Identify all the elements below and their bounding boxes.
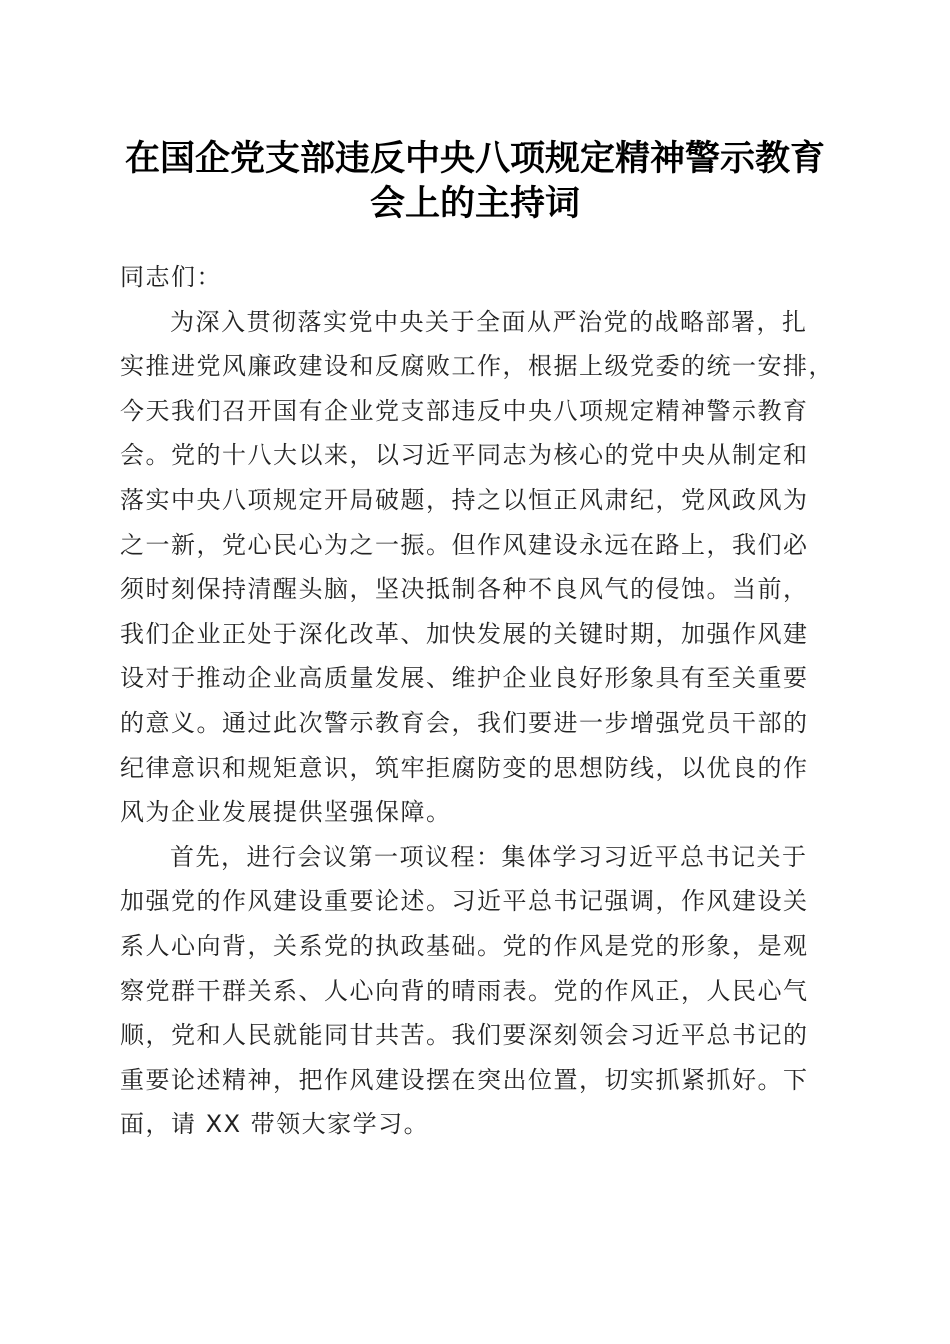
paragraph-1 xyxy=(120,300,840,835)
paragraph-line: 设对于推动企业高质量发展、维护企业良好形象具有至关重要 xyxy=(120,664,809,693)
paragraph-line: 的意义。通过此次警示教育会，我们要进一步增强党员干部的 xyxy=(120,708,809,737)
paragraph-line: 落实中央八项规定开局破题，持之以恒正风肃纪，党风政风为 xyxy=(120,485,809,514)
paragraph-line: 实推进党风廉政建设和反腐败工作，根据上级党委的统一安排， xyxy=(120,352,834,381)
paragraph-line: 为深入贯彻落实党中央关于全面从严治党的战略部署，扎 xyxy=(170,307,808,336)
document-title-line-2: 会上的主持词 xyxy=(369,183,580,224)
paragraph-line: 面，请 XX 带领大家学习。 xyxy=(120,1110,430,1139)
paragraph-line: 加强党的作风建设重要论述。习近平总书记强调，作风建设关 xyxy=(120,887,809,916)
paragraph-line: 重要论述精神，把作风建设摆在突出位置，切实抓紧抓好。下 xyxy=(120,1065,809,1094)
paragraph-line: 纪律意识和规矩意识，筑牢拒腐防变的思想防线，以优良的作 xyxy=(120,753,809,782)
paragraph-line: 顺，党和人民就能同甘共苦。我们要深刻领会习近平总书记的 xyxy=(120,1021,809,1050)
paragraph-line: 之一新，党心民心为之一振。但作风建设永远在路上，我们必 xyxy=(120,530,809,559)
paragraph-line: 会。党的十八大以来，以习近平同志为核心的党中央从制定和 xyxy=(120,441,809,470)
paragraph-line: 我们企业正处于深化改革、加快发展的关键时期，加强作风建 xyxy=(120,619,809,648)
paragraph-line: 察党群干群关系、人心向背的晴雨表。党的作风正，人民心气 xyxy=(120,976,809,1005)
paragraph-line: 须时刻保持清醒头脑，坚决抵制各种不良风气的侵蚀。当前， xyxy=(120,575,809,604)
document-title-line-1: 在国企党支部违反中央八项规定精神警示教育 xyxy=(124,138,825,179)
paragraph-line: 风为企业发展提供坚强保障。 xyxy=(120,798,452,827)
paragraph-line: 今天我们召开国有企业党支部违反中央八项规定精神警示教育 xyxy=(120,396,809,425)
paragraph-line: 首先，进行会议第一项议程：集体学习习近平总书记关于 xyxy=(170,842,808,871)
paragraph-line: 系人心向背，关系党的执政基础。党的作风是党的形象，是观 xyxy=(120,931,809,960)
salutation: 同志们： xyxy=(120,263,222,291)
paragraph-2 xyxy=(120,835,840,1147)
document-body xyxy=(120,255,840,1147)
